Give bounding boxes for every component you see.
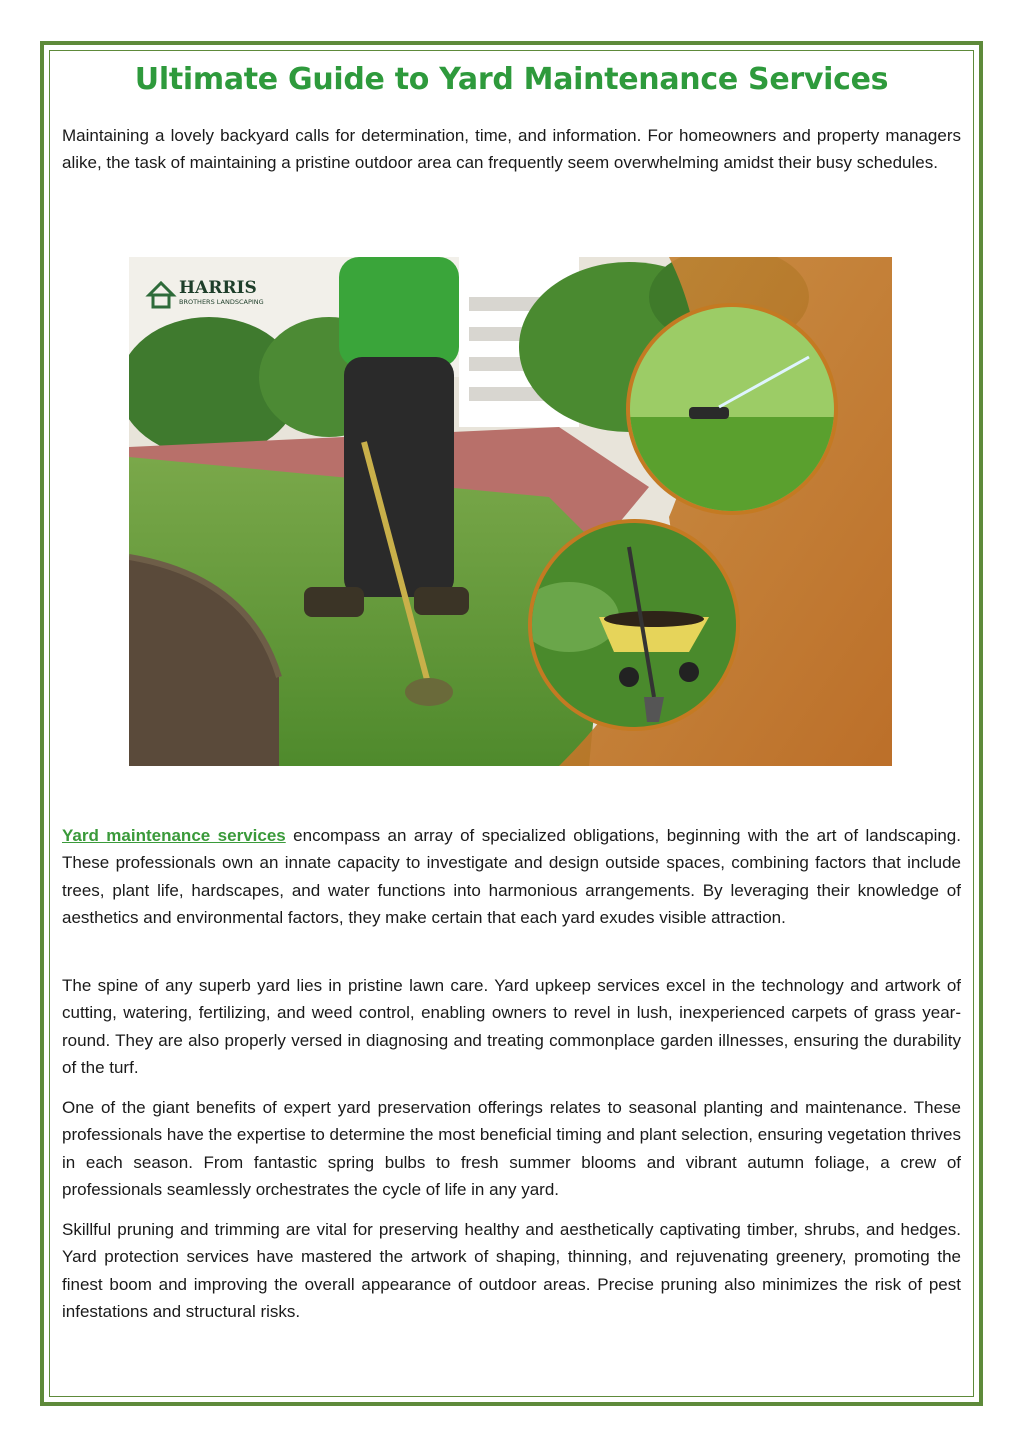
paragraph-3: One of the giant benefits of expert yard preservation offerings relates to seasonal planting and maintenance. These professionals have the expertise to determine the most beneficial timing and plant selection, ensuring vegetation thrives in each season. From fantastic spring bulbs to fresh summer blooms and vibrant autumn foliage, a crew of professionals seamlessly orchestrates the cycle of life in any yard. xyxy=(62,1098,961,1199)
paragraph-1 xyxy=(62,822,961,931)
hero-image xyxy=(129,257,892,766)
paragraph-1-text: encompass an array of specialized obligations, beginning with the art of landscaping. These professionals own an innate capacity to investigate and design outside spaces, combining factors that include trees, plant life, hardscapes, and water functions into harmonious arrangements. By leveraging their knowledge of aesthetics and environmental factors, they make certain that each yard exudes visible attraction. xyxy=(62,826,961,927)
logo-tagline: BROTHERS LANDSCAPING xyxy=(179,298,264,306)
paragraph-4: Skillful pruning and trimming are vital for preserving healthy and aesthetically captivating timber, shrubs, and hedges. Yard protection services have mastered the artwork of shaping, thinning, and rejuvenating greenery, promoting the finest boom and improving the overall appearance of outdoor areas. Precise pruning also minimizes the risk of pest infestations and structural risks. xyxy=(62,1220,961,1321)
logo-name: HARRIS xyxy=(179,278,257,298)
page-title: Ultimate Guide to Yard Maintenance Services xyxy=(134,62,889,97)
paragraph-2: The spine of any superb yard lies in pristine lawn care. Yard upkeep services excel in the technology and artwork of cutting, watering, fertilizing, and weed control, enabling owners to revel in lush, inexperienced carpets of grass year-round. They are also properly versed in diagnosing and treating commonplace garden illnesses, ensuring the durability of the turf. xyxy=(62,976,961,1077)
sprinkler-icon xyxy=(689,407,729,419)
intro-paragraph: Maintaining a lovely backyard calls for determination, time, and information. For homeowners and property managers alike, the task of maintaining a pristine outdoor area can frequently seem overwhelming amidst their busy schedules. xyxy=(62,126,961,173)
yard-maintenance-link[interactable]: Yard maintenance services xyxy=(62,826,286,845)
